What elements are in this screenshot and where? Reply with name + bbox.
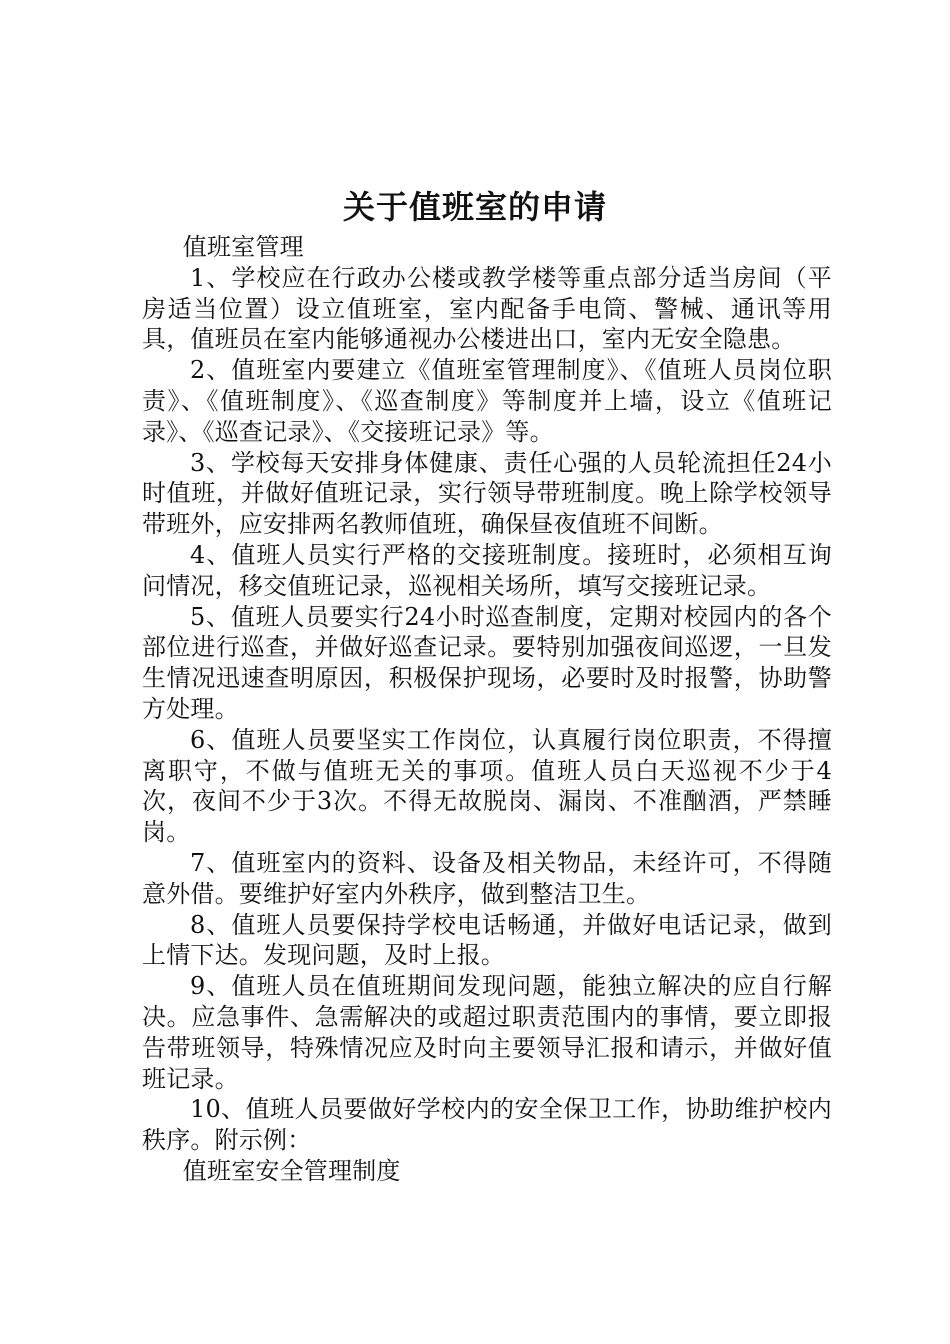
- paragraph-10: 10、值班人员要做好学校内的安全保卫工作，协助维护校内秩序。附示例：: [142, 1095, 832, 1155]
- section-heading: 值班室管理: [182, 233, 304, 261]
- paragraph-6: 6、值班人员要坚实工作岗位，认真履行岗位职责，不得擅离职守，不做与值班无关的事项。值班人员白天巡视不少于4次，夜间不少于3次。不得无故脱岗、漏岗、不准酗酒，严禁睡岗。: [142, 725, 832, 847]
- footer-heading: 值班室安全管理制度: [182, 1156, 401, 1185]
- paragraph-2: 2、值班室内要建立《值班室管理制度》、《值班人员岗位职责》、《值班制度》、《巡查制度》等制度并上墙，设立《值班记录》、《巡查记录》、《交接班记录》等。: [142, 356, 832, 446]
- document-body: [142, 232, 832, 1187]
- paragraph-8: 8、值班人员要保持学校电话畅通，并做好电话记录，做到上情下达。发现问题，及时上报。: [142, 910, 832, 970]
- paragraph-7: 7、值班室内的资料、设备及相关物品，未经许可，不得随意外借。要维护好室内外秩序，做到整洁卫生。: [142, 848, 832, 908]
- paragraph-4: 4、值班人员实行严格的交接班制度。接班时，必须相互询问情况，移交值班记录，巡视相关场所，填写交接班记录。: [142, 540, 832, 600]
- document-title: 关于值班室的申请: [342, 188, 607, 226]
- paragraph-9: 9、值班人员在值班期间发现问题，能独立解决的应自行解决。应急事件、急需解决的或超过职责范围内的事情，要立即报告带班领导，特殊情况应及时向主要领导汇报和请示，并做好值班记录。: [142, 972, 832, 1093]
- paragraph-5: 5、值班人员要实行24小时巡查制度，定期对校园内的各个部位进行巡查，并做好巡查记录。要特别加强夜间巡逻，一旦发生情况迅速查明原因，积极保护现场，必要时及时报警，协助警方处理。: [142, 602, 832, 723]
- paragraph-3: 3、学校每天安排身体健康、责任心强的人员轮流担任24小时值班，并做好值班记录，实行领导带班制度。晚上除学校领导带班外，应安排两名教师值班，确保昼夜值班不间断。: [142, 448, 832, 539]
- paragraph-1: 1、学校应在行政办公楼或教学楼等重点部分适当房间（平房适当位置）设立值班室，室内配备手电筒、警械、通讯等用具，值班员在室内能够通视办公楼进出口，室内无安全隐患。: [142, 263, 832, 354]
